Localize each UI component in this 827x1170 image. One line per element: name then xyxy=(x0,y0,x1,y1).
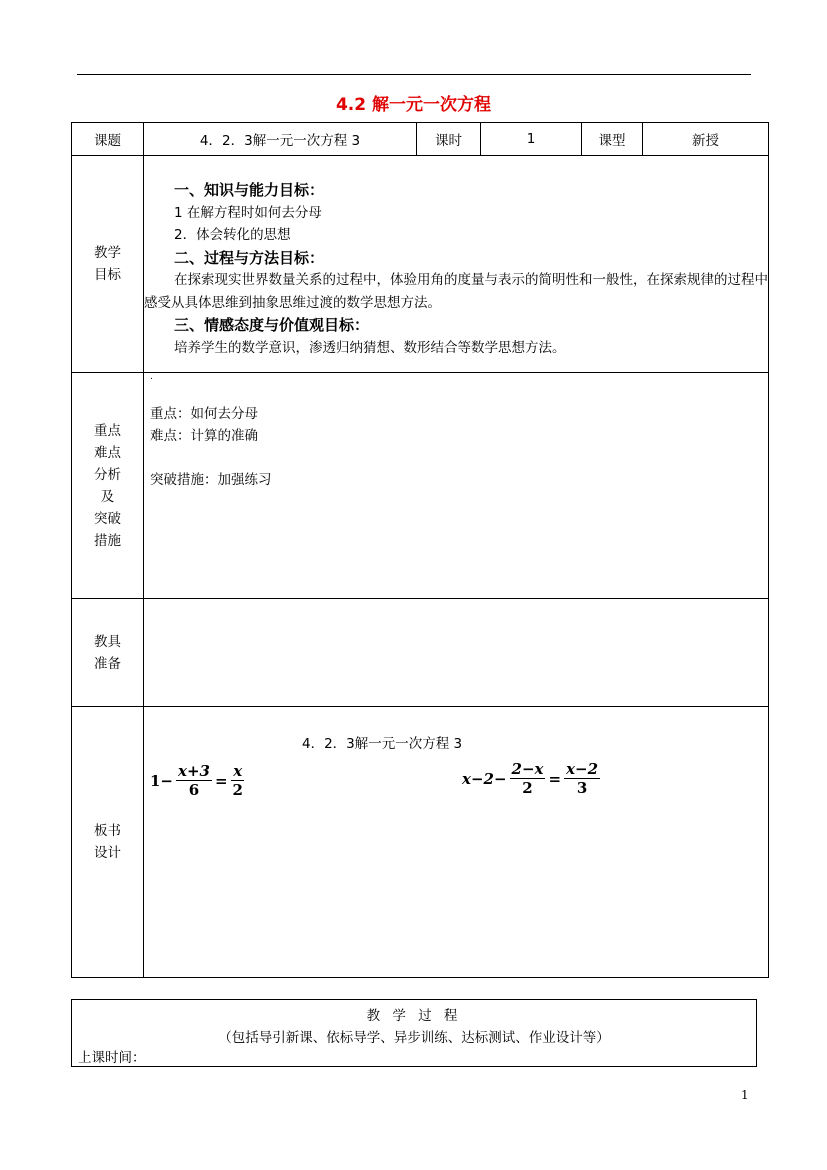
goal-heading-knowledge: 一、知识与能力目标： xyxy=(174,181,325,199)
page-number: 1 xyxy=(741,1088,749,1102)
period-label: 课时 xyxy=(417,123,481,156)
keypoints-content xyxy=(144,373,769,599)
key-point: 重点：如何去分母 xyxy=(150,406,258,422)
board-content xyxy=(144,707,769,978)
tools-content xyxy=(144,599,769,707)
eq1-numerator-right: x xyxy=(233,762,243,780)
eq2-lead: x−2− xyxy=(462,769,507,788)
breakthrough-measure: 突破措施：加强练习 xyxy=(150,472,272,488)
goal-process-text: 在探索现实世界数量关系的过程中，体验用角的度量与表示的简明性和一般性，在探索规律的过程中感受从具体思维到抽象思维过渡的数学思想方法。 xyxy=(144,272,768,311)
eq1-denominator-left: 6 xyxy=(188,781,200,799)
eq1-numerator-left: x+3 xyxy=(178,762,210,780)
lesson-plan-table xyxy=(71,122,769,978)
type-label: 课型 xyxy=(582,123,643,156)
board-label: 板书 设计 xyxy=(72,707,144,978)
eq2-fraction-right xyxy=(564,760,600,797)
top-rule xyxy=(77,74,751,75)
equation-2 xyxy=(462,760,603,797)
tools-label: 教具 准备 xyxy=(72,599,144,707)
stray-dot: . xyxy=(150,372,153,382)
class-time-label: 上课时间： xyxy=(78,1050,146,1066)
eq2-denominator-right: 3 xyxy=(576,779,588,797)
eq2-denominator-left: 2 xyxy=(522,779,533,797)
goal-heading-process: 二、过程与方法目标： xyxy=(174,248,325,267)
goals-row xyxy=(72,156,769,373)
keypoints-row xyxy=(72,373,769,599)
eq1-fraction-right xyxy=(231,762,245,799)
equation-1 xyxy=(150,762,248,799)
difficulty-point: 难点：计算的准确 xyxy=(150,428,258,444)
eq1-fraction-left xyxy=(176,762,212,799)
board-row xyxy=(72,707,769,978)
goal-item-1: 1 在解方程时如何去分母 xyxy=(174,204,322,221)
eq1-equals: = xyxy=(214,771,228,790)
eq2-numerator-right: x−2 xyxy=(566,760,599,778)
eq2-numerator-left: 2−x xyxy=(511,760,544,778)
eq1-denominator-right: 2 xyxy=(232,781,243,799)
eq1-lead: 1− xyxy=(150,771,174,790)
type-value: 新授 xyxy=(643,123,769,156)
process-title: 教 学 过 程 xyxy=(366,1008,462,1024)
process-subtitle: （包括导引新课、依标导学、异步训练、达标测试、作业设计等） xyxy=(218,1030,610,1046)
document-title: 4.2 解一元一次方程 xyxy=(335,95,492,115)
keypoints-label: 重点 难点 分析 及 突破 措施 xyxy=(72,373,144,599)
topic-label: 课题 xyxy=(72,123,144,156)
tools-row xyxy=(72,599,769,707)
topic-value: 4．2．3解一元一次方程 3 xyxy=(144,123,417,156)
goals-content xyxy=(144,156,769,373)
goal-attitude-text: 培养学生的数学意识，渗透归纳猜想、数形结合等数学思想方法。 xyxy=(174,339,566,356)
teaching-process-box xyxy=(71,999,757,1067)
board-heading: 4．2．3解一元一次方程 3 xyxy=(302,736,463,752)
goals-label: 教学 目标 xyxy=(72,156,144,373)
eq2-fraction-left xyxy=(510,760,546,797)
goal-heading-attitude: 三、情感态度与价值观目标： xyxy=(174,316,370,334)
eq2-equals: = xyxy=(548,769,562,788)
goal-item-2: 2．体会转化的思想 xyxy=(174,227,291,243)
period-value: 1 xyxy=(481,123,582,156)
header-row xyxy=(72,123,769,156)
